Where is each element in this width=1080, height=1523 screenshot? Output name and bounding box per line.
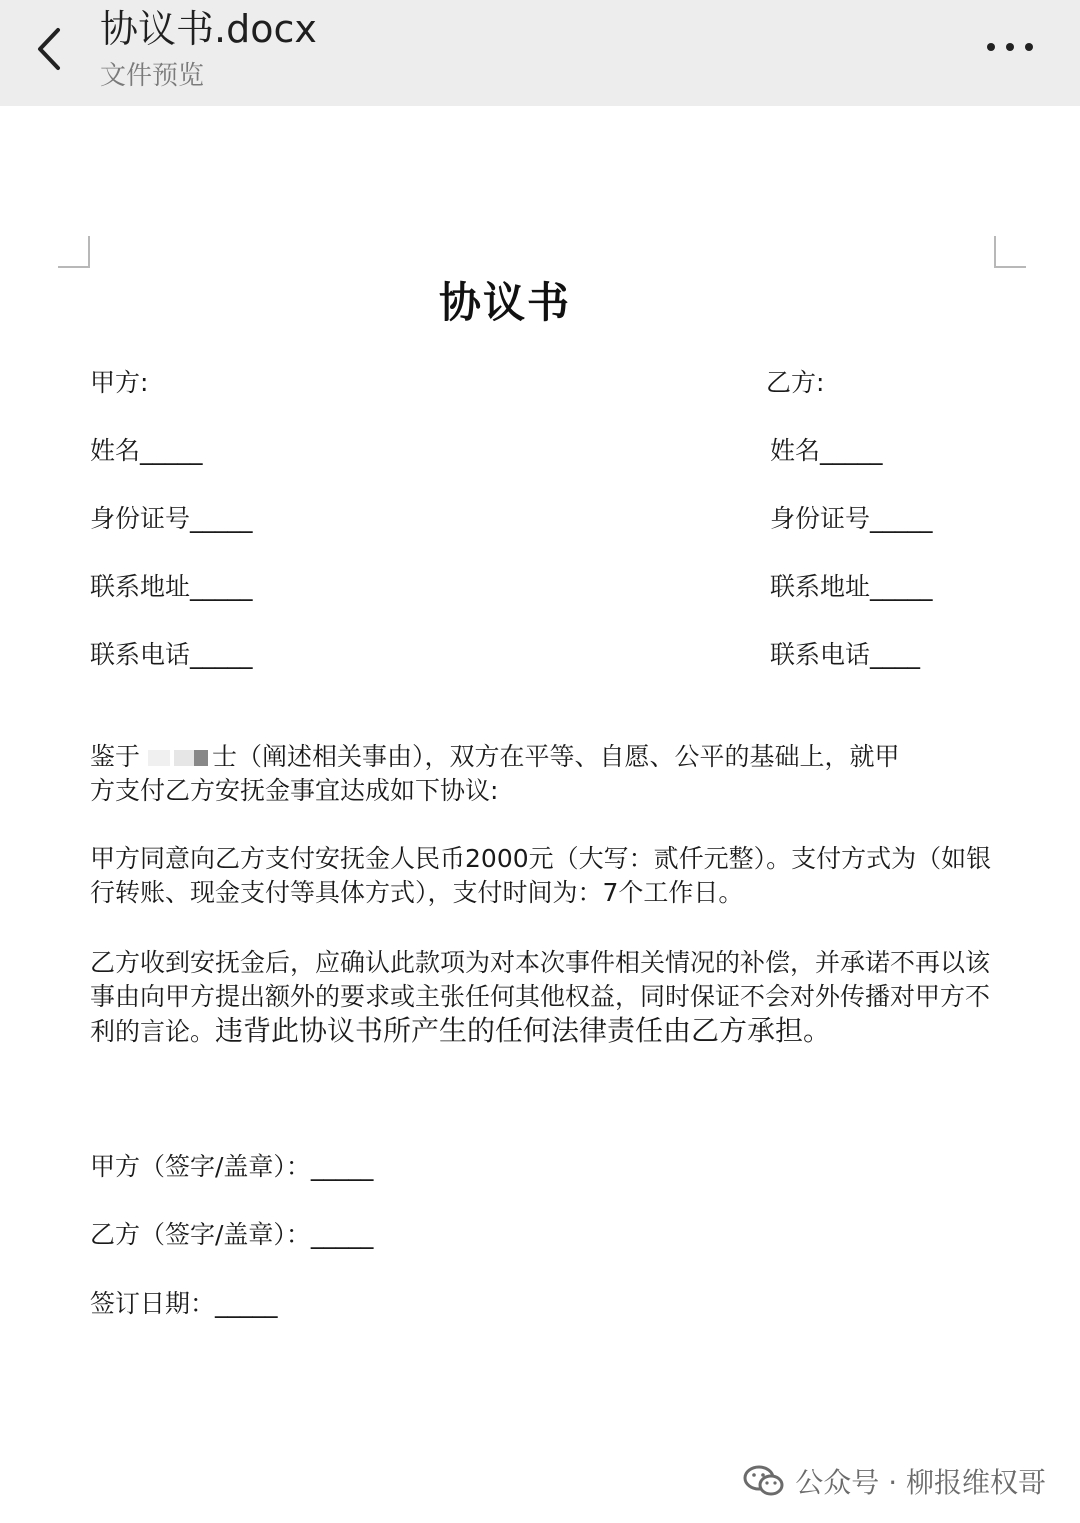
redacted-name-blur xyxy=(142,748,210,768)
signature-party-a: 甲方（签字/盖章）：_____ xyxy=(90,1152,374,1181)
signing-date: 签订日期：_____ xyxy=(90,1289,278,1318)
paragraph-recitals xyxy=(90,740,1000,808)
paragraph-payment: 甲方同意向乙方支付安抚金人民币2000元（大写：贰仟元整）。支付方式为（如银行转账、现金支付等具体方式），支付时间为：7个工作日。 xyxy=(90,844,992,907)
page-margin-corner-left xyxy=(58,236,90,268)
watermark xyxy=(743,1461,1046,1501)
document-title: 协议书 xyxy=(438,278,571,327)
file-title: 协议书.docx xyxy=(100,7,317,51)
wechat-official-account-icon xyxy=(743,1464,785,1498)
party-b-name: 姓名_____ xyxy=(770,436,883,465)
paragraph-recitals-prefix: 鉴于 xyxy=(90,742,141,771)
top-bar xyxy=(0,0,1080,106)
party-b-address: 联系地址_____ xyxy=(770,572,933,601)
party-a-phone: 联系电话_____ xyxy=(90,640,253,669)
paragraph-recitals-line2: 方支付乙方安抚金事宜达成如下协议: xyxy=(90,776,499,805)
paragraph-obligations-liability: 违背此协议书所产生的任何法律责任由乙方承担。 xyxy=(215,1014,832,1047)
party-a-heading: 甲方: xyxy=(90,368,149,397)
party-a-address: 联系地址_____ xyxy=(90,572,253,601)
party-b-id-number: 身份证号_____ xyxy=(770,504,933,533)
chevron-left-icon[interactable] xyxy=(28,22,72,76)
party-b-phone: 联系电话____ xyxy=(770,640,921,669)
more-horizontal-icon[interactable] xyxy=(984,34,1036,60)
document-preview[interactable] xyxy=(0,106,1080,1523)
paragraph-obligations xyxy=(90,946,1000,1049)
party-a-name: 姓名_____ xyxy=(90,436,203,465)
party-b-heading: 乙方: xyxy=(766,368,825,397)
party-a-id-number: 身份证号_____ xyxy=(90,504,253,533)
signature-party-b: 乙方（签字/盖章）：_____ xyxy=(90,1220,374,1249)
page-margin-corner-right xyxy=(994,236,1026,268)
paragraph-recitals-line1: 士（阐述相关事由），双方在平等、自愿、公平的基础上，就甲 xyxy=(212,742,900,771)
watermark-text: 公众号 · 柳报维权哥 xyxy=(795,1466,1046,1499)
paragraph-obligations-main: 乙方收到安抚金后，应确认此款项为对本次事件相关情况的补偿，并承诺不再以该事由向甲方提出额外的要求或主张任何其他权益，同时保证不会对外传播对甲方不利的言论。 xyxy=(90,948,991,1046)
file-preview-subtitle: 文件预览 xyxy=(100,61,205,91)
